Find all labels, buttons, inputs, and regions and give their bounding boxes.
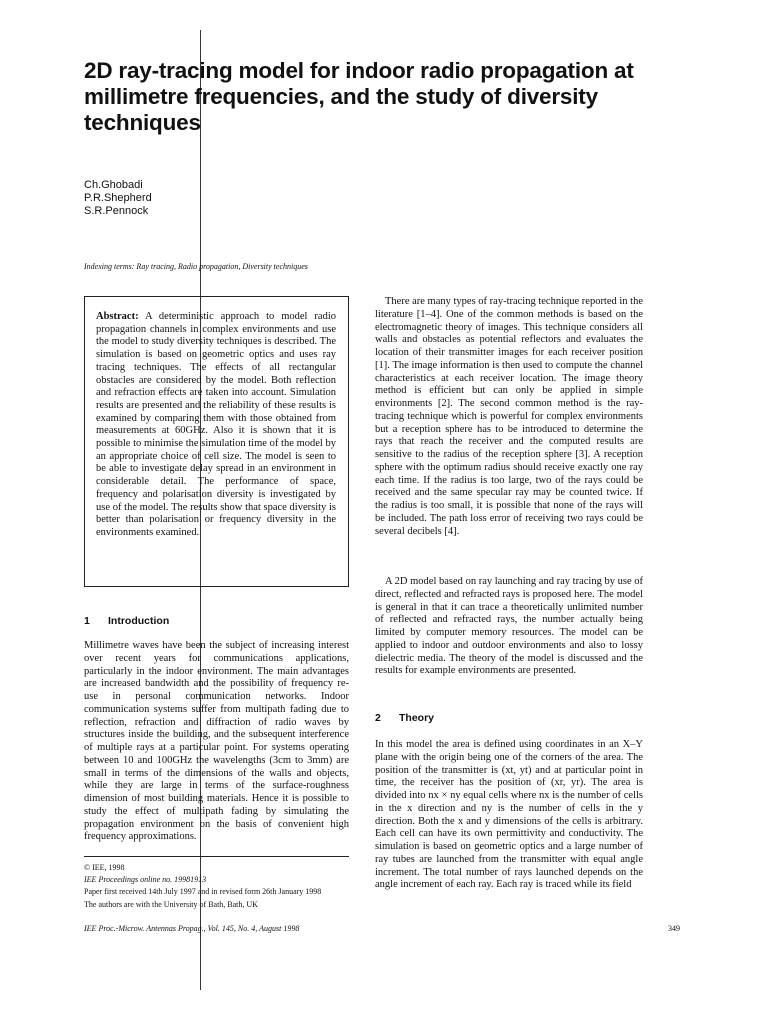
- footnote: © IEE, 1998: [84, 863, 125, 872]
- section-title: Introduction: [108, 615, 170, 627]
- indexing-terms: Indexing terms: Ray tracing, Radio propagation, Diversity techniques: [84, 262, 308, 271]
- abstract-label: Abstract:: [96, 311, 139, 322]
- footnote: The authors are with the University of Bath, Bath, UK: [84, 899, 258, 909]
- author-name: Ch.Ghobadi: [84, 179, 143, 191]
- section-number: 2: [375, 712, 381, 724]
- introduction-text: Millimetre waves have been the subject of increasing interest over recent years for communications applications, particularly in the indoor environment. The main advantages are increased bandwidth and the possibility of frequency re-use in personal communication networks. Indoor communication systems suffer from multipath fading due to reflection, refraction and diffraction of radio waves by structures inside the building, and the subsequent interference of multiple rays at a particular point. For systems operating between 10 and 100GHz the wavelengths (3cm to 3mm) are small in terms of the dimensions of the walls and objects, while they are large in terms of the surface-roughness dimension of most building materials. Hence it is possible to study the effect of multipath fading by simulating the propagation environment on the basis of convenient high frequency approximations.: [84, 640, 349, 843]
- section-title: Theory: [399, 712, 435, 724]
- abstract-body: A deterministic approach to model radio propagation channels in complex environments and use the model to study diversity techniques is described. The simulation is based on geometric optics and uses ray tracing techniques. The effects of all rectangular obstacles are considered by the model. Both reflection and refraction effects are taken into account. Simulation results are presented and the reliability of these results is examined by comparing them with those obtained from measurements at 60GHz. Also it is shown that it is possible to minimise the simulation time of the model by an appropriate choice of cell size. The model is seen to be able to investigate delay spread in an environment in considerable detail. The performance of space, frequency and polarisation diversity is investigated by use of the model. The results show that space diversity is better than polarisation or frequency diversity in the environments examined.: [96, 311, 336, 538]
- paragraph-text: A 2D model based on ray launching and ray tracing by use of direct, reflected and refracted rays is proposed here. The model is general in that it can trace a theoretically unlimited number of reflected and refracted rays, the number actually being limited by computer memory resources. The model can be applied to indoor and outdoor environments and also to lossy dielectric media. The theory of the model is discussed and the results for example environments are presented.: [375, 576, 643, 677]
- journal-citation: IEE Proc.-Microw. Antennas Propag., Vol. 145, No. 4, August 1998: [84, 924, 300, 933]
- paragraph-text: There are many types of ray-tracing technique reported in the literature [1–4]. One of the common methods is based on the electromagnetic theory of images. This technique considers all walls and obstacles as potential reflectors and evaluates the location of their transmitter images for each receiver position [1]. The image information is then used to compute the channel characteristics at each receiver location. The image theory method is efficient but can only be applied in simple environments [2]. The second common method is the ray-tracing technique which is powerful for complex environments but a reception sphere has to be introduced to determine the rays that reach the receiver and the computed results are sensitive to the radius of the reception sphere [3]. A reception sphere with the optimum radius should receive exactly one ray each time. If the radius is too large, two of the rays could be received and the same specular ray may be counted twice. If the radius is too small, it is possible that none of the rays will be included. The path loss error of receiving two rays could be several decibels [4].: [375, 296, 644, 537]
- body-paragraph-ray-tracing: [375, 296, 643, 538]
- abstract: [96, 311, 336, 540]
- footnote-rule: [84, 856, 349, 857]
- theory-text: In this model the area is defined using coordinates in an X–Y plane with the origin being one of the corners of the area. The position of the transmitter is (xt, yt) and at particular point in time, the receiver has the position of (xr, yr). The area is divided into nx × ny equal cells where nx is the number of cells in the x direction and ny is the number of cells in the y direction. Both the x and y dimensions of the cells is arbitrary. Each cell can have its own permittivity and conductivity. The simulation is based on geometric optics and a large number of ray tubes are launched from the transmitter with equal angle increment. The total number of rays launched depends on the angle increment of each ray. Each ray is traced while its field: [375, 739, 643, 891]
- section-number: 1: [84, 615, 90, 627]
- section-heading-theory: [375, 712, 434, 724]
- page-number: 349: [668, 924, 680, 933]
- footnote: IEE Proceedings online no. 19981913: [84, 875, 207, 885]
- body-paragraph-2d-model: [375, 576, 643, 678]
- section-heading-introduction: [84, 615, 169, 627]
- author-list: [84, 179, 152, 217]
- footnotes: [84, 862, 321, 911]
- paper-title: 2D ray-tracing model for indoor radio propagation at millimetre frequencies, and the study of diversity techniques: [84, 58, 634, 135]
- footnote: Paper first received 14th July 1997 and in revised form 26th January 1998: [84, 887, 322, 897]
- author-name: S.R.Pennock: [84, 204, 149, 217]
- author-name: P.R.Shepherd: [84, 191, 152, 204]
